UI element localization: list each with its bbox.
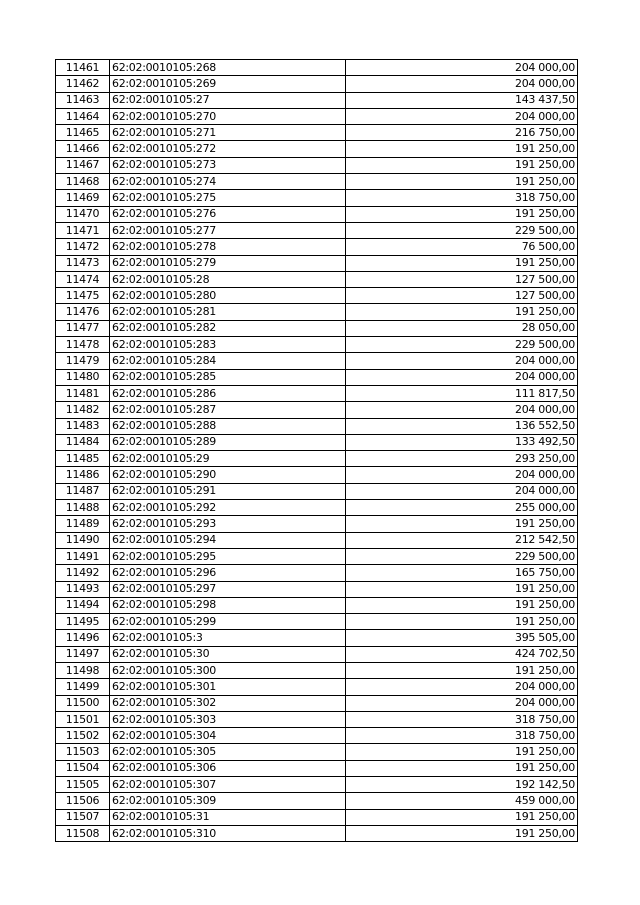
- cadastral-number-cell: 62:02:0010105:290: [110, 467, 346, 483]
- table-row: [56, 614, 578, 630]
- value-cell: 191 250,00: [346, 597, 578, 613]
- value-cell: 191 250,00: [346, 157, 578, 173]
- row-number-cell: 11461: [56, 60, 110, 76]
- value-cell: 318 750,00: [346, 711, 578, 727]
- table-row: [56, 711, 578, 727]
- value-cell: 204 000,00: [346, 108, 578, 124]
- cadastral-number-cell: 62:02:0010105:306: [110, 760, 346, 776]
- cadastral-number-cell: 62:02:0010105:298: [110, 597, 346, 613]
- table-body: [56, 60, 578, 842]
- table-row: [56, 320, 578, 336]
- value-cell: 191 250,00: [346, 744, 578, 760]
- value-cell: 204 000,00: [346, 76, 578, 92]
- cadastral-number-cell: 62:02:0010105:281: [110, 304, 346, 320]
- value-cell: 133 492,50: [346, 434, 578, 450]
- cadastral-number-cell: 62:02:0010105:302: [110, 695, 346, 711]
- value-cell: 318 750,00: [346, 190, 578, 206]
- value-cell: 229 500,00: [346, 548, 578, 564]
- table-row: [56, 825, 578, 841]
- value-cell: 192 142,50: [346, 777, 578, 793]
- row-number-cell: 11478: [56, 337, 110, 353]
- cadastral-number-cell: 62:02:0010105:273: [110, 157, 346, 173]
- table-row: [56, 255, 578, 271]
- cadastral-number-cell: 62:02:0010105:27: [110, 92, 346, 108]
- row-number-cell: 11506: [56, 793, 110, 809]
- table-row: [56, 532, 578, 548]
- cadastral-number-cell: 62:02:0010105:283: [110, 337, 346, 353]
- row-number-cell: 11472: [56, 239, 110, 255]
- table-row: [56, 793, 578, 809]
- cadastral-number-cell: 62:02:0010105:295: [110, 548, 346, 564]
- value-cell: 424 702,50: [346, 646, 578, 662]
- table-row: [56, 760, 578, 776]
- value-cell: 111 817,50: [346, 385, 578, 401]
- row-number-cell: 11477: [56, 320, 110, 336]
- value-cell: 204 000,00: [346, 695, 578, 711]
- value-cell: 165 750,00: [346, 565, 578, 581]
- value-cell: 229 500,00: [346, 222, 578, 238]
- cadastral-number-cell: 62:02:0010105:271: [110, 125, 346, 141]
- table-row: [56, 581, 578, 597]
- cadastral-number-cell: 62:02:0010105:294: [110, 532, 346, 548]
- table-row: [56, 500, 578, 516]
- cadastral-number-cell: 62:02:0010105:275: [110, 190, 346, 206]
- cadastral-number-cell: 62:02:0010105:297: [110, 581, 346, 597]
- row-number-cell: 11499: [56, 679, 110, 695]
- cadastral-number-cell: 62:02:0010105:288: [110, 418, 346, 434]
- table-row: [56, 353, 578, 369]
- cadastral-number-cell: 62:02:0010105:280: [110, 288, 346, 304]
- cadastral-number-cell: 62:02:0010105:272: [110, 141, 346, 157]
- row-number-cell: 11463: [56, 92, 110, 108]
- value-cell: 191 250,00: [346, 174, 578, 190]
- cadastral-number-cell: 62:02:0010105:276: [110, 206, 346, 222]
- row-number-cell: 11492: [56, 565, 110, 581]
- table-row: [56, 728, 578, 744]
- row-number-cell: 11508: [56, 825, 110, 841]
- cadastral-number-cell: 62:02:0010105:305: [110, 744, 346, 760]
- row-number-cell: 11496: [56, 630, 110, 646]
- table-row: [56, 418, 578, 434]
- cadastral-number-cell: 62:02:0010105:310: [110, 825, 346, 841]
- cadastral-number-cell: 62:02:0010105:284: [110, 353, 346, 369]
- value-cell: 459 000,00: [346, 793, 578, 809]
- row-number-cell: 11507: [56, 809, 110, 825]
- table-row: [56, 467, 578, 483]
- cadastral-number-cell: 62:02:0010105:296: [110, 565, 346, 581]
- row-number-cell: 11497: [56, 646, 110, 662]
- table-row: [56, 190, 578, 206]
- cadastral-number-cell: 62:02:0010105:3: [110, 630, 346, 646]
- value-cell: 127 500,00: [346, 288, 578, 304]
- value-cell: 204 000,00: [346, 467, 578, 483]
- table-row: [56, 288, 578, 304]
- row-number-cell: 11484: [56, 434, 110, 450]
- value-cell: 136 552,50: [346, 418, 578, 434]
- cadastral-number-cell: 62:02:0010105:269: [110, 76, 346, 92]
- value-cell: 204 000,00: [346, 483, 578, 499]
- row-number-cell: 11483: [56, 418, 110, 434]
- row-number-cell: 11473: [56, 255, 110, 271]
- value-cell: 191 250,00: [346, 760, 578, 776]
- table-row: [56, 809, 578, 825]
- cadastral-number-cell: 62:02:0010105:307: [110, 777, 346, 793]
- value-cell: 76 500,00: [346, 239, 578, 255]
- value-cell: 204 000,00: [346, 402, 578, 418]
- table-row: [56, 385, 578, 401]
- row-number-cell: 11501: [56, 711, 110, 727]
- value-cell: 216 750,00: [346, 125, 578, 141]
- row-number-cell: 11491: [56, 548, 110, 564]
- value-cell: 229 500,00: [346, 337, 578, 353]
- row-number-cell: 11474: [56, 271, 110, 287]
- cadastral-number-cell: 62:02:0010105:286: [110, 385, 346, 401]
- value-cell: 191 250,00: [346, 809, 578, 825]
- table-row: [56, 92, 578, 108]
- table-row: [56, 337, 578, 353]
- value-cell: 204 000,00: [346, 679, 578, 695]
- cadastral-number-cell: 62:02:0010105:274: [110, 174, 346, 190]
- table-row: [56, 141, 578, 157]
- row-number-cell: 11485: [56, 451, 110, 467]
- cadastral-number-cell: 62:02:0010105:270: [110, 108, 346, 124]
- row-number-cell: 11494: [56, 597, 110, 613]
- value-cell: 191 250,00: [346, 825, 578, 841]
- row-number-cell: 11468: [56, 174, 110, 190]
- table-row: [56, 60, 578, 76]
- table-row: [56, 402, 578, 418]
- cadastral-number-cell: 62:02:0010105:300: [110, 662, 346, 678]
- table-row: [56, 646, 578, 662]
- table-row: [56, 451, 578, 467]
- cadastral-number-cell: 62:02:0010105:277: [110, 222, 346, 238]
- table-row: [56, 369, 578, 385]
- row-number-cell: 11470: [56, 206, 110, 222]
- table-row: [56, 744, 578, 760]
- row-number-cell: 11493: [56, 581, 110, 597]
- table-row: [56, 239, 578, 255]
- cadastral-number-cell: 62:02:0010105:31: [110, 809, 346, 825]
- row-number-cell: 11490: [56, 532, 110, 548]
- row-number-cell: 11503: [56, 744, 110, 760]
- row-number-cell: 11500: [56, 695, 110, 711]
- value-cell: 204 000,00: [346, 353, 578, 369]
- value-cell: 28 050,00: [346, 320, 578, 336]
- table-row: [56, 548, 578, 564]
- table-row: [56, 76, 578, 92]
- cadastral-number-cell: 62:02:0010105:285: [110, 369, 346, 385]
- table-row: [56, 206, 578, 222]
- value-cell: 191 250,00: [346, 255, 578, 271]
- table-row: [56, 434, 578, 450]
- value-cell: 204 000,00: [346, 60, 578, 76]
- cadastral-number-cell: 62:02:0010105:278: [110, 239, 346, 255]
- row-number-cell: 11475: [56, 288, 110, 304]
- value-cell: 191 250,00: [346, 662, 578, 678]
- cadastral-number-cell: 62:02:0010105:29: [110, 451, 346, 467]
- row-number-cell: 11462: [56, 76, 110, 92]
- table-row: [56, 662, 578, 678]
- value-cell: 293 250,00: [346, 451, 578, 467]
- table-row: [56, 630, 578, 646]
- row-number-cell: 11505: [56, 777, 110, 793]
- cadastral-number-cell: 62:02:0010105:303: [110, 711, 346, 727]
- value-cell: 191 250,00: [346, 304, 578, 320]
- value-cell: 318 750,00: [346, 728, 578, 744]
- table-row: [56, 695, 578, 711]
- row-number-cell: 11495: [56, 614, 110, 630]
- cadastral-number-cell: 62:02:0010105:304: [110, 728, 346, 744]
- value-cell: 212 542,50: [346, 532, 578, 548]
- row-number-cell: 11502: [56, 728, 110, 744]
- value-cell: 191 250,00: [346, 141, 578, 157]
- value-cell: 204 000,00: [346, 369, 578, 385]
- row-number-cell: 11498: [56, 662, 110, 678]
- table-row: [56, 483, 578, 499]
- table-row: [56, 679, 578, 695]
- row-number-cell: 11479: [56, 353, 110, 369]
- table-row: [56, 565, 578, 581]
- cadastral-number-cell: 62:02:0010105:30: [110, 646, 346, 662]
- row-number-cell: 11488: [56, 500, 110, 516]
- cadastral-number-cell: 62:02:0010105:268: [110, 60, 346, 76]
- table-row: [56, 271, 578, 287]
- row-number-cell: 11504: [56, 760, 110, 776]
- row-number-cell: 11480: [56, 369, 110, 385]
- value-cell: 255 000,00: [346, 500, 578, 516]
- table-row: [56, 516, 578, 532]
- value-cell: 191 250,00: [346, 206, 578, 222]
- row-number-cell: 11465: [56, 125, 110, 141]
- cadastral-number-cell: 62:02:0010105:301: [110, 679, 346, 695]
- cadastral-number-cell: 62:02:0010105:287: [110, 402, 346, 418]
- row-number-cell: 11471: [56, 222, 110, 238]
- row-number-cell: 11481: [56, 385, 110, 401]
- table-row: [56, 157, 578, 173]
- value-cell: 127 500,00: [346, 271, 578, 287]
- cadastral-number-cell: 62:02:0010105:289: [110, 434, 346, 450]
- value-cell: 191 250,00: [346, 516, 578, 532]
- cadastral-number-cell: 62:02:0010105:28: [110, 271, 346, 287]
- cadastral-number-cell: 62:02:0010105:293: [110, 516, 346, 532]
- cadastral-number-cell: 62:02:0010105:299: [110, 614, 346, 630]
- cadastral-number-cell: 62:02:0010105:309: [110, 793, 346, 809]
- table-row: [56, 222, 578, 238]
- cadastral-number-cell: 62:02:0010105:292: [110, 500, 346, 516]
- table-row: [56, 304, 578, 320]
- row-number-cell: 11487: [56, 483, 110, 499]
- row-number-cell: 11469: [56, 190, 110, 206]
- value-cell: 191 250,00: [346, 581, 578, 597]
- row-number-cell: 11467: [56, 157, 110, 173]
- table-row: [56, 125, 578, 141]
- row-number-cell: 11466: [56, 141, 110, 157]
- cadastral-number-cell: 62:02:0010105:282: [110, 320, 346, 336]
- row-number-cell: 11482: [56, 402, 110, 418]
- row-number-cell: 11476: [56, 304, 110, 320]
- cadastral-value-table: [55, 59, 578, 842]
- row-number-cell: 11486: [56, 467, 110, 483]
- row-number-cell: 11489: [56, 516, 110, 532]
- table-row: [56, 108, 578, 124]
- cadastral-number-cell: 62:02:0010105:291: [110, 483, 346, 499]
- value-cell: 143 437,50: [346, 92, 578, 108]
- value-cell: 191 250,00: [346, 614, 578, 630]
- table-row: [56, 174, 578, 190]
- table-row: [56, 777, 578, 793]
- value-cell: 395 505,00: [346, 630, 578, 646]
- cadastral-number-cell: 62:02:0010105:279: [110, 255, 346, 271]
- row-number-cell: 11464: [56, 108, 110, 124]
- table-row: [56, 597, 578, 613]
